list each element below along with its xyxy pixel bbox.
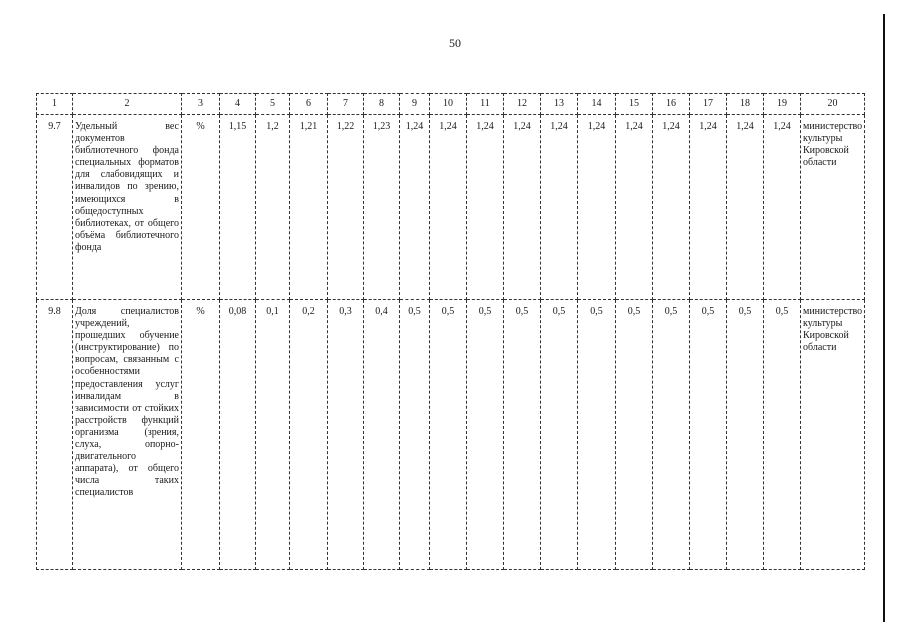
row-code: 9.7 <box>37 115 73 300</box>
value-cell: 1,24 <box>430 115 467 300</box>
header-cell: 20 <box>801 94 865 115</box>
value-cell: 1,24 <box>400 115 430 300</box>
header-cell: 16 <box>653 94 690 115</box>
value-cell: 0,5 <box>653 300 690 570</box>
header-cell: 6 <box>290 94 328 115</box>
value-cell: 0,5 <box>578 300 616 570</box>
value-cell: 1,23 <box>364 115 400 300</box>
row-description: Доля специалистов учреждений, прошедших обучение (инструктирование) по вопросам, связанным с особенностями предоставления услуг инвалидам в зависимости от стойких расстройств функций организма (зрения, слуха, опорно-двигательного аппарата), от общего числа таких специалистов <box>73 300 182 570</box>
value-cell: 0,08 <box>220 300 256 570</box>
header-cell: 14 <box>578 94 616 115</box>
value-cell: 0,4 <box>364 300 400 570</box>
value-cell: 0,5 <box>690 300 727 570</box>
table-row <box>37 115 865 300</box>
value-cell: 0,5 <box>430 300 467 570</box>
table-row <box>37 300 865 570</box>
value-cell: 1,21 <box>290 115 328 300</box>
value-cell: 1,24 <box>690 115 727 300</box>
header-row <box>37 94 865 115</box>
value-cell: 0,5 <box>467 300 504 570</box>
value-cell: 1,24 <box>541 115 578 300</box>
indicator-table <box>36 93 865 570</box>
row-unit: % <box>182 115 220 300</box>
header-cell: 13 <box>541 94 578 115</box>
value-cell: 1,24 <box>467 115 504 300</box>
row-responsible: министерство культуры Кировской области <box>801 300 865 570</box>
value-cell: 1,24 <box>727 115 764 300</box>
header-cell: 9 <box>400 94 430 115</box>
header-cell: 3 <box>182 94 220 115</box>
value-cell: 1,24 <box>616 115 653 300</box>
value-cell: 0,1 <box>256 300 290 570</box>
header-cell: 11 <box>467 94 504 115</box>
value-cell: 0,5 <box>504 300 541 570</box>
value-cell: 0,5 <box>764 300 801 570</box>
header-cell: 5 <box>256 94 290 115</box>
value-cell: 0,5 <box>541 300 578 570</box>
header-cell: 4 <box>220 94 256 115</box>
header-cell: 1 <box>37 94 73 115</box>
value-cell: 0,5 <box>727 300 764 570</box>
value-cell: 0,2 <box>290 300 328 570</box>
header-cell: 15 <box>616 94 653 115</box>
header-cell: 17 <box>690 94 727 115</box>
header-cell: 2 <box>73 94 182 115</box>
header-cell: 8 <box>364 94 400 115</box>
value-cell: 1,2 <box>256 115 290 300</box>
value-cell: 1,24 <box>504 115 541 300</box>
value-cell: 1,24 <box>578 115 616 300</box>
page-number: 50 <box>449 36 461 50</box>
row-code: 9.8 <box>37 300 73 570</box>
value-cell: 0,3 <box>328 300 364 570</box>
value-cell: 0,5 <box>616 300 653 570</box>
value-cell: 1,24 <box>764 115 801 300</box>
value-cell: 1,22 <box>328 115 364 300</box>
header-cell: 12 <box>504 94 541 115</box>
value-cell: 1,15 <box>220 115 256 300</box>
value-cell: 1,24 <box>653 115 690 300</box>
row-responsible: министерство культуры Кировской области <box>801 115 865 300</box>
value-cell: 0,5 <box>400 300 430 570</box>
header-cell: 10 <box>430 94 467 115</box>
row-description: Удельный вес документов библиотечного фонда специальных форматов для слабовидящих и инвалидов по зрению, имеющихся в общедоступных библиотеках, от общего объёма библиотечного фонда <box>73 115 182 300</box>
row-unit: % <box>182 300 220 570</box>
header-cell: 19 <box>764 94 801 115</box>
page-edge-line <box>883 14 885 622</box>
header-cell: 18 <box>727 94 764 115</box>
header-cell: 7 <box>328 94 364 115</box>
